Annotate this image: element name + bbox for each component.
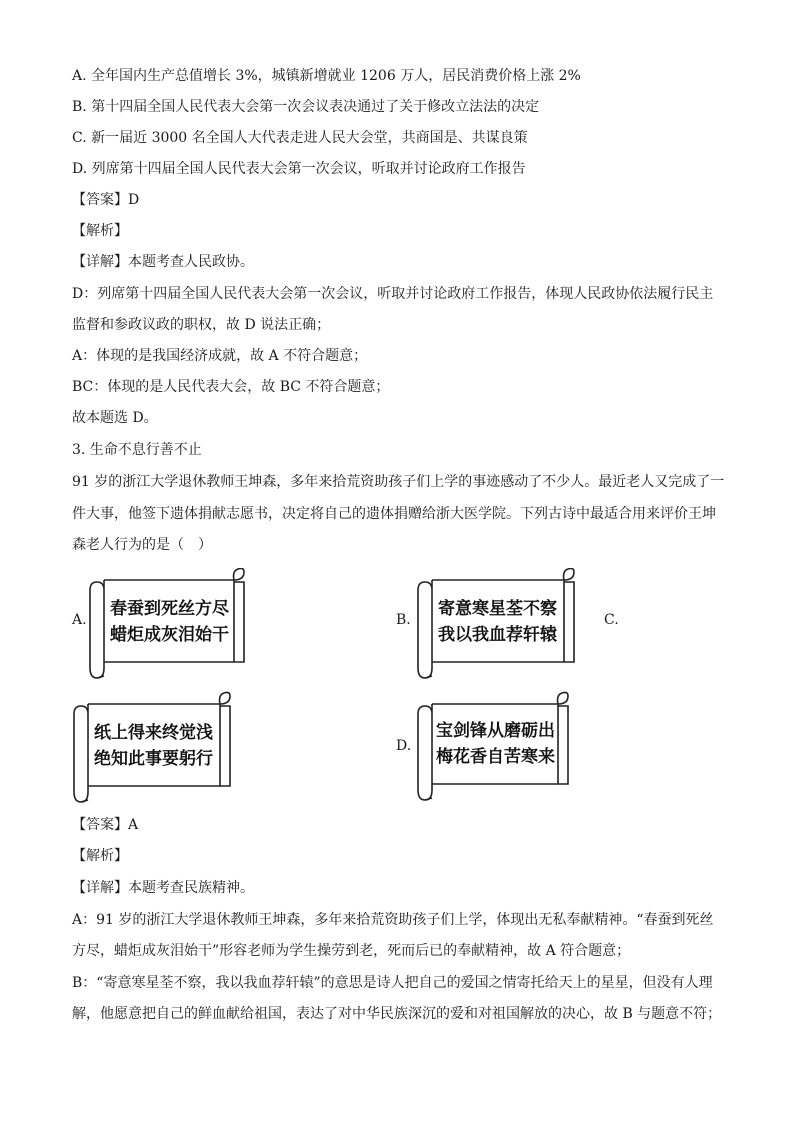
- explanation-line: A：体现的是我国经济成就，故 A 不符合题意；: [72, 348, 368, 364]
- question-stem-line: 森老人行为的是（ ）: [72, 537, 212, 553]
- question-stem-line: 91 岁的浙江大学退休教师王坤森，多年来拾荒资助孩子们上学的事迹感动了不少人。最近老人又完成了一: [72, 474, 725, 490]
- option-d-text: D. 列席第十四届全国人民代表大会第一次会议，听取并讨论政府工作报告: [72, 161, 526, 177]
- choice-a-scroll: [82, 568, 250, 680]
- choice-c-label: C.: [604, 612, 619, 628]
- choice-c-line1: 纸上得来终觉浅: [94, 723, 213, 743]
- question-stem-line: 件大事，他签下遗体捐献志愿书，决定将自己的遗体捐赠给浙大医学院。下列古诗中最适合用来评价王坤: [72, 506, 716, 522]
- choice-a-line2: 蜡炬成灰泪始干: [110, 625, 229, 645]
- explanation-line: BC：体现的是人民代表大会，故 BC 不符合题意；: [72, 379, 390, 395]
- explanation-line: A：91 岁的浙江大学退休教师王坤森，多年来拾荒资助孩子们上学，体现出无私奉献精神。“春蚕到死丝: [72, 912, 714, 928]
- explanation-line: 故本题选 D。: [72, 410, 158, 426]
- choice-b-label: B.: [396, 612, 411, 628]
- choice-c-scroll: [70, 690, 236, 804]
- option-c-text: C. 新一届近 3000 名全国人大代表走进人民大会堂，共商国是、共谋良策: [72, 130, 528, 146]
- choice-b-line2: 我以我血荐轩辕: [438, 625, 557, 645]
- detail-line: 【详解】本题考查人民政协。: [72, 254, 254, 270]
- choice-a-line1: 春蚕到死丝方尽: [110, 599, 229, 619]
- explanation-line: D：列席第十四届全国人民代表大会第一次会议，听取并讨论政府工作报告，体现人民政协依法履行民主: [72, 286, 714, 302]
- explanation-line: B：“寄意寒星荃不察，我以我血荐轩辕”的意思是诗人把自己的爱国之情寄托给天上的星星，但没有人理: [72, 975, 713, 991]
- explanation-line: 解，他愿意把自己的鲜血献给祖国，表达了对中华民族深沉的爱和对祖国解放的决心，故 B 与题意不符；: [72, 1006, 722, 1022]
- choice-b-scroll: [414, 568, 580, 680]
- analysis-heading: 【解析】: [72, 848, 128, 864]
- choice-d-scroll: [414, 690, 574, 802]
- question-title: 3. 生命不息行善不止: [72, 442, 202, 458]
- option-b-text: B. 第十四届全国人民代表大会第一次会议表决通过了关于修改立法法的决定: [72, 99, 540, 115]
- detail-line: 【详解】本题考查民族精神。: [72, 880, 254, 896]
- choice-a-label: A.: [72, 612, 87, 628]
- answer-line: 【答案】D: [72, 192, 140, 208]
- analysis-heading: 【解析】: [72, 223, 128, 239]
- choice-d-label: D.: [396, 738, 412, 754]
- explanation-line: 方尽，蜡炬成灰泪始干”形容老师为学生操劳到老，死而后已的奉献精神，故 A 符合题意；: [72, 943, 631, 959]
- explanation-line: 监督和参政议政的职权，故 D 说法正确；: [72, 317, 331, 333]
- choice-d-line2: 梅花香自苦寒来: [436, 747, 555, 767]
- answer-line: 【答案】A: [72, 817, 139, 833]
- choice-c-line2: 绝知此事要躬行: [94, 749, 213, 769]
- option-a-text: A. 全年国内生产总值增长 3%，城镇新增就业 1206 万人，居民消费价格上涨 2%: [72, 68, 581, 84]
- choice-b-line1: 寄意寒星荃不察: [438, 599, 557, 619]
- choice-d-line1: 宝剑锋从磨砺出: [436, 721, 555, 741]
